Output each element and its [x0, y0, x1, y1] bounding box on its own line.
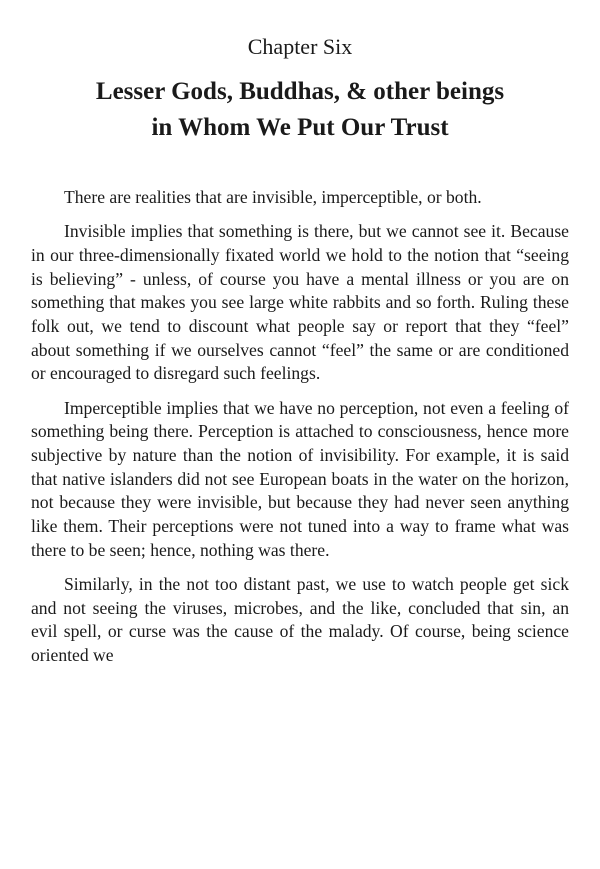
paragraph-4: Similarly, in the not too distant past, we use to watch people get sick and not seeing the viruses, microbes, and the like, concluded that sin, an evil spell, or curse was the cause of the malady. Of course, being science oriented we: [31, 574, 569, 666]
body-text: [31, 186, 569, 678]
chapter-title-line-1: Lesser Gods, Buddhas, & other beings: [95, 78, 505, 105]
chapter-title-line-2: in Whom We Put Our Trust: [151, 114, 449, 141]
chapter-label: Chapter Six: [247, 34, 353, 59]
paragraph-2: Invisible implies that something is there, but we cannot see it. Because in our three-dimensionally fixated world we hold to the notion that “seeing is believing” - unless, of course you have a mental illness or you are on something that makes you see large white rabbits and so forth. Ruling these folk out, we tend to discount what people say or report that they “feel” about something if we ourselves cannot “feel” the same or are conditioned or encouraged to disregard such feelings.: [31, 221, 569, 384]
paragraph-3: Imperceptible implies that we have no perception, not even a feeling of something being there. Perception is attached to consciousness, hence more subjective by nature than the notion of invisibility. For example, it is said that native islanders did not see European boats in the water on the horizon, not because they were invisible, but because they had never seen anything like them. Their perceptions were not tuned into a way to frame what was there to be seen; hence, nothing was there.: [31, 397, 569, 560]
chapter-title: [40, 74, 560, 146]
paragraph-1: There are realities that are invisible, imperceptible, or both.: [64, 187, 482, 207]
